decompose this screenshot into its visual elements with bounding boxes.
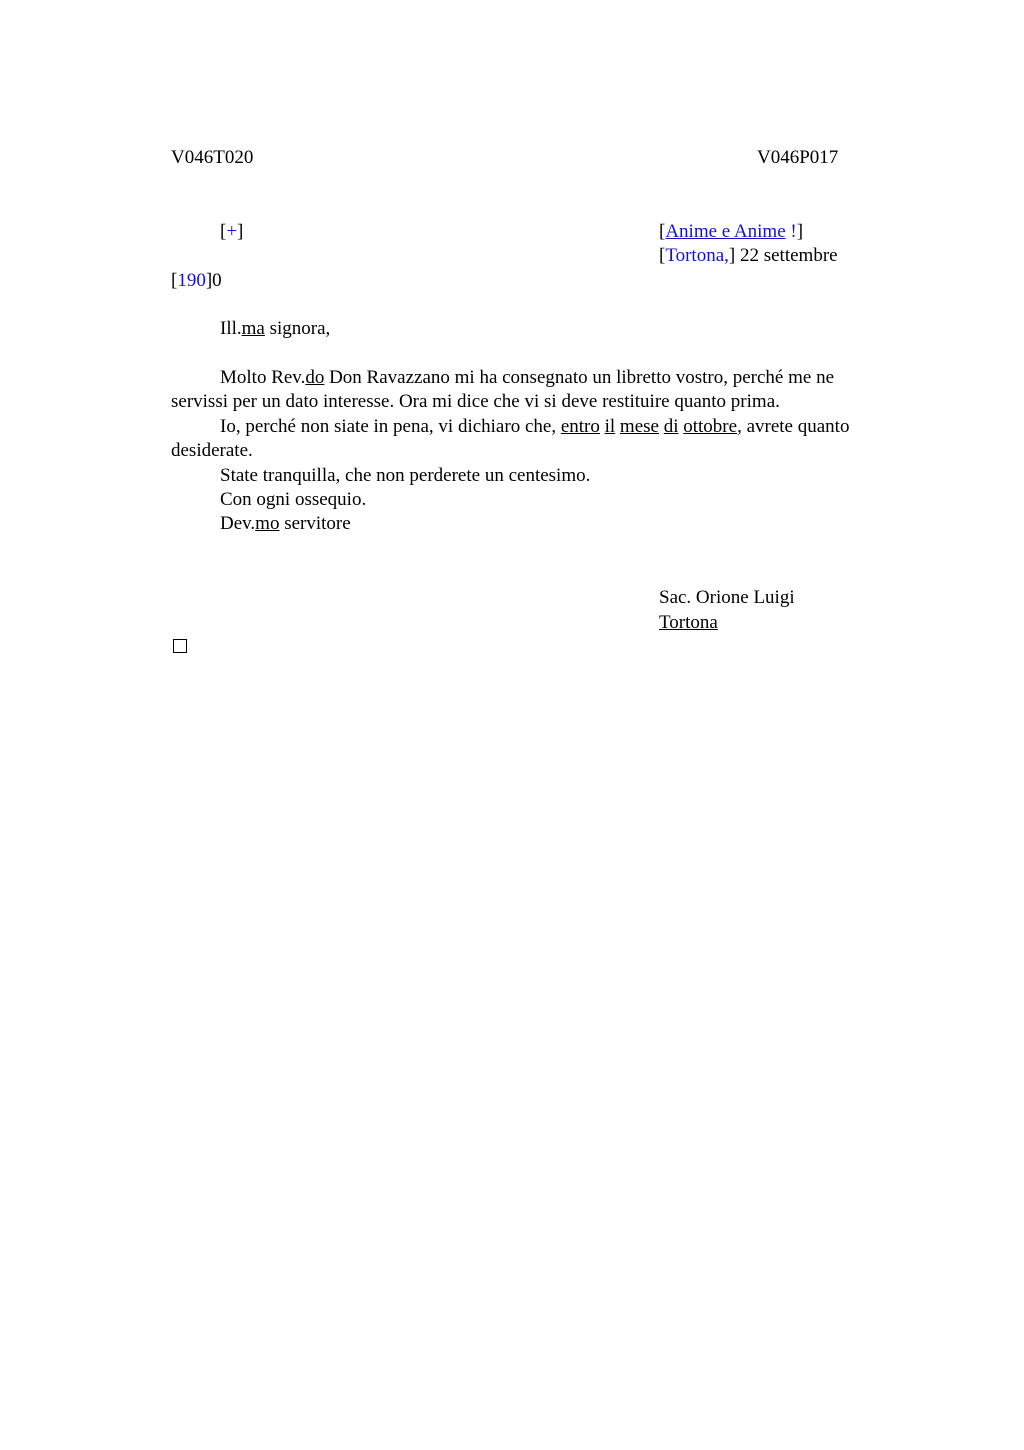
title-exclamation: ! [790, 221, 797, 242]
body-paragraph-1: Molto Rev.do Don Ravazzano mi ha consegnato un libretto vostro, perché me ne servissi per un dato interesse. Ora mi dice che vi si deve restituire quanto prima. [171, 367, 834, 413]
signature-name: Sac. Orione Luigi [659, 587, 795, 608]
header-right-code: V046P017 [757, 147, 839, 168]
rev-abbreviation: do [305, 367, 325, 388]
year-number: 190 [177, 270, 206, 291]
body-paragraph-3: State tranquilla, che non perderete un centesimo. [220, 464, 591, 486]
letter-body [171, 366, 861, 537]
salutation-abbreviation: ma [241, 318, 265, 339]
title-link[interactable]: Anime e Anime [665, 221, 786, 242]
body-paragraph-4: Con ogni ossequio. [220, 489, 367, 511]
closing-line: Dev.mo servitore [220, 513, 351, 535]
letter-title: [Anime e Anime !] [659, 221, 804, 242]
letter-place-date: [Tortona,] 22 settembre [659, 245, 838, 266]
body-paragraph-2: Io, perché non siate in pena, vi dichiaro che, entro il mese di ottobre, avrete quanto desiderate. [171, 415, 850, 462]
place-name: Tortona, [665, 245, 729, 266]
plus-link[interactable]: + [226, 221, 238, 242]
dev-abbreviation: mo [255, 513, 280, 535]
letter-year: [190]0 [171, 270, 222, 291]
salutation: Ill.ma signora, [220, 318, 331, 339]
letter-date: 22 settembre [735, 245, 838, 266]
header-left-code: V046T020 [171, 147, 254, 168]
signature-place: Tortona [659, 612, 718, 633]
plus-mark: [+] [220, 221, 244, 242]
end-square-icon [173, 639, 187, 653]
